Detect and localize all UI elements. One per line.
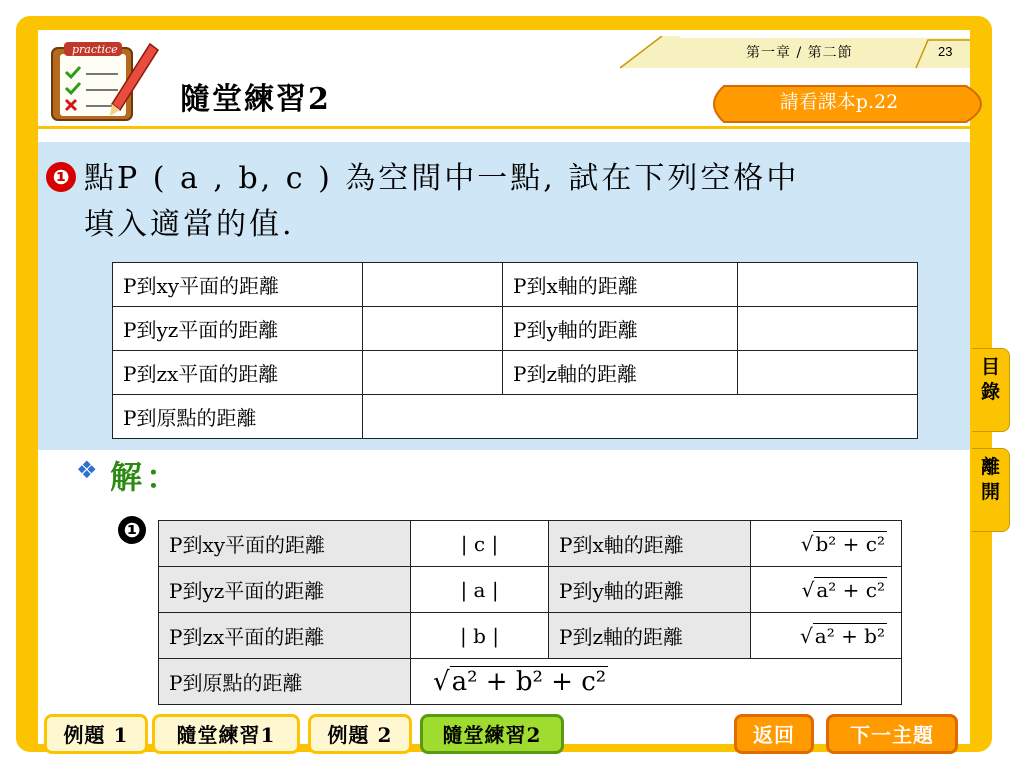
answer-cell: √ a² + b² bbox=[751, 613, 902, 659]
radicand: a² + c² bbox=[816, 577, 885, 602]
answer-blank bbox=[363, 263, 503, 307]
table-cell: P到zx平面的距離 bbox=[159, 613, 411, 659]
radicand: b² + c² bbox=[815, 531, 885, 556]
answer-cell: | c | bbox=[411, 521, 549, 567]
table-cell: P到y軸的距離 bbox=[503, 307, 738, 351]
nav-practice-2-button[interactable]: 隨堂練習2 bbox=[420, 714, 564, 754]
answer-cell: | a | bbox=[411, 567, 549, 613]
table-cell: P到y軸的距離 bbox=[549, 567, 751, 613]
nav-example-2-button[interactable]: 例題 2 bbox=[308, 714, 412, 754]
nav-practice-1-button[interactable]: 隨堂練習1 bbox=[152, 714, 300, 754]
logo-text: practice bbox=[72, 43, 118, 56]
radicand: a² + b² bbox=[814, 623, 885, 648]
question-text bbox=[84, 156, 924, 248]
page-title: 隨堂練習2 bbox=[180, 82, 331, 117]
toc-tab[interactable]: 目錄 bbox=[972, 348, 1010, 432]
exit-tab[interactable]: 離開 bbox=[972, 448, 1010, 532]
question-table bbox=[112, 262, 918, 439]
diamond-bullet-icon: ❖ bbox=[76, 456, 98, 484]
table-row bbox=[113, 263, 918, 307]
textbook-reference: 請看課本p.22 bbox=[779, 91, 899, 113]
chapter-label: 第一章 / 第二節 bbox=[746, 45, 853, 61]
answer-blank bbox=[363, 307, 503, 351]
table-row bbox=[159, 567, 902, 613]
table-cell: P到yz平面的距離 bbox=[113, 307, 363, 351]
solution-label: 解： bbox=[110, 458, 183, 496]
question-number-badge: ❶ bbox=[46, 162, 76, 192]
table-row bbox=[159, 613, 902, 659]
table-row bbox=[159, 659, 902, 705]
table-row bbox=[113, 307, 918, 351]
table-cell: P到z軸的距離 bbox=[503, 351, 738, 395]
question-line-1: 點P ( a , b, c ) 為空間中一點, 試在下列空格中 bbox=[84, 161, 800, 196]
answer-table bbox=[158, 520, 902, 705]
answer-cell: | b | bbox=[411, 613, 549, 659]
header-divider bbox=[38, 126, 970, 129]
answer-cell: √ a² + c² bbox=[751, 567, 902, 613]
table-cell: P到z軸的距離 bbox=[549, 613, 751, 659]
table-cell: P到x軸的距離 bbox=[503, 263, 738, 307]
answer-blank bbox=[363, 351, 503, 395]
table-row bbox=[113, 395, 918, 439]
nav-example-1-button[interactable]: 例題 1 bbox=[44, 714, 148, 754]
table-cell: P到x軸的距離 bbox=[549, 521, 751, 567]
answer-blank bbox=[738, 307, 918, 351]
table-cell: P到zx平面的距離 bbox=[113, 351, 363, 395]
table-row bbox=[159, 521, 902, 567]
practice-clipboard-icon bbox=[42, 34, 162, 124]
table-cell: P到xy平面的距離 bbox=[159, 521, 411, 567]
table-cell: P到原點的距離 bbox=[113, 395, 363, 439]
table-row bbox=[113, 351, 918, 395]
table-cell: P到原點的距離 bbox=[159, 659, 411, 705]
chapter-strip-edge bbox=[620, 36, 680, 70]
page-number: 23 bbox=[938, 44, 953, 59]
answer-blank bbox=[363, 395, 918, 439]
answer-blank bbox=[738, 351, 918, 395]
next-topic-button[interactable]: 下一主題 bbox=[826, 714, 958, 754]
answer-cell: √ b² + c² bbox=[751, 521, 902, 567]
answer-blank bbox=[738, 263, 918, 307]
table-cell: P到yz平面的距離 bbox=[159, 567, 411, 613]
question-line-2: 填入適當的值. bbox=[84, 207, 295, 242]
solution-number-badge: ❶ bbox=[118, 516, 146, 544]
answer-cell: √a² + b² + c² bbox=[411, 659, 902, 705]
table-cell: P到xy平面的距離 bbox=[113, 263, 363, 307]
radicand: a² + b² + c² bbox=[451, 666, 607, 697]
back-button[interactable]: 返回 bbox=[734, 714, 814, 754]
